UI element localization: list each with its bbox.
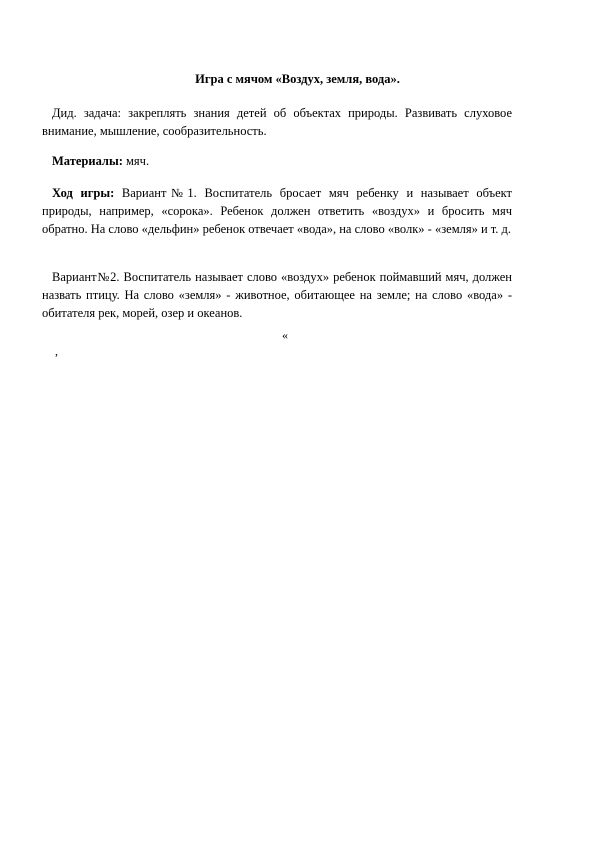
game-course-paragraph — [42, 184, 512, 238]
game-title: Игра с мячом «Воздух, земля, вода». — [195, 72, 400, 86]
task-label: Дид. задача: — [52, 106, 122, 120]
materials-text: мяч. — [122, 154, 150, 168]
task-paragraph — [42, 104, 512, 140]
stray-quote-mark: « — [282, 328, 288, 342]
task-text: закреплять знания детей об объектах природы. Развивать слуховое внимание, мышление, сообразительность. — [42, 106, 513, 138]
variant2-paragraph: Вариант№2. Воспитатель называет слово «воздух» ребенок поймавший мяч, должен назвать птицу. На слово «земля» - животное, обитающее на земле; на слово «вода» - обитателя рек, морей, озер и океанов. — [42, 270, 512, 320]
stray-comma-mark: , — [55, 344, 58, 358]
materials-label: Материалы: — [52, 154, 123, 168]
materials-paragraph — [42, 152, 512, 170]
course-text: Вариант№1. Воспитатель бросает мяч ребенку и называет объект природы, например, «сорока». Ребенок должен ответить «воздух» и бросить мяч обратно. На слово «дельфин» ребенок отвечает «вода», на слово «волк» - «земля» и т. д. — [42, 186, 512, 236]
course-label: Ход игры: — [52, 186, 115, 200]
